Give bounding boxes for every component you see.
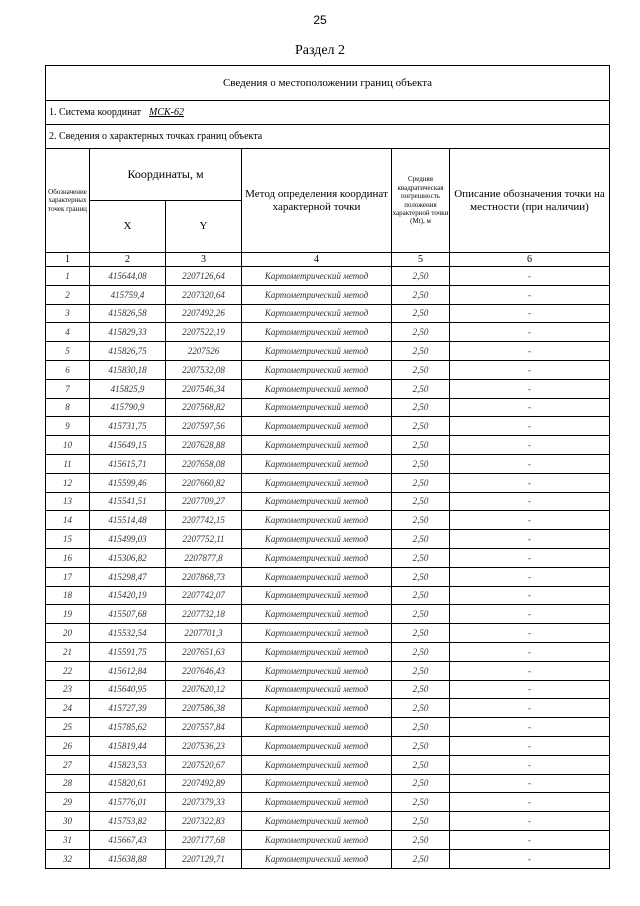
table-row (46, 680, 610, 699)
header-coordinates: Координаты, м (90, 149, 242, 201)
point-number-cell: 22 (46, 661, 90, 680)
accuracy-cell: 2,50 (392, 342, 450, 361)
coord-y-cell: 2207742,07 (166, 586, 242, 605)
accuracy-cell: 2,50 (392, 548, 450, 567)
coord-y-cell: 2207701,3 (166, 624, 242, 643)
description-cell: - (450, 774, 610, 793)
table-row (46, 642, 610, 661)
header-accuracy: Средняя квадратическая погрешность положения характерной точки (Mt), м (392, 149, 450, 253)
accuracy-cell: 2,50 (392, 530, 450, 549)
coord-x-cell: 415507,68 (90, 605, 166, 624)
table-row (46, 793, 610, 812)
method-cell: Картометрический метод (242, 849, 392, 868)
accuracy-cell: 2,50 (392, 454, 450, 473)
coord-x-cell: 415649,15 (90, 436, 166, 455)
method-cell: Картометрический метод (242, 436, 392, 455)
coord-x-cell: 415667,43 (90, 830, 166, 849)
method-cell: Картометрический метод (242, 586, 392, 605)
accuracy-cell: 2,50 (392, 680, 450, 699)
point-number-cell: 6 (46, 360, 90, 379)
coord-x-cell: 415785,62 (90, 718, 166, 737)
coord-y-cell: 2207557,84 (166, 718, 242, 737)
method-cell: Картометрический метод (242, 699, 392, 718)
accuracy-cell: 2,50 (392, 379, 450, 398)
table-row (46, 267, 610, 286)
coord-x-cell: 415830,18 (90, 360, 166, 379)
coord-x-cell: 415638,88 (90, 849, 166, 868)
column-number-row (46, 253, 610, 267)
point-number-cell: 21 (46, 642, 90, 661)
table-row (46, 849, 610, 868)
method-cell: Картометрический метод (242, 473, 392, 492)
point-number-cell: 3 (46, 304, 90, 323)
point-number-cell: 26 (46, 736, 90, 755)
table-row (46, 718, 610, 737)
coord-system-label: 1. Система координат (49, 107, 142, 118)
table-row (46, 360, 610, 379)
table-row (46, 736, 610, 755)
method-cell: Картометрический метод (242, 323, 392, 342)
table-row (46, 548, 610, 567)
column-number: 1 (46, 253, 90, 267)
description-cell: - (450, 360, 610, 379)
description-cell: - (450, 642, 610, 661)
page-number: 25 (313, 13, 327, 27)
coord-y-cell: 2207320,64 (166, 285, 242, 304)
table-title-row (46, 66, 610, 101)
column-number: 3 (166, 253, 242, 267)
coord-y-cell: 2207628,88 (166, 436, 242, 455)
description-cell: - (450, 793, 610, 812)
accuracy-cell: 2,50 (392, 492, 450, 511)
method-cell: Картометрический метод (242, 755, 392, 774)
description-cell: - (450, 436, 610, 455)
table-row (46, 624, 610, 643)
coord-y-cell: 2207546,34 (166, 379, 242, 398)
coord-x-cell: 415514,48 (90, 511, 166, 530)
description-cell: - (450, 567, 610, 586)
header-x: X (90, 201, 166, 253)
method-cell: Картометрический метод (242, 304, 392, 323)
points-section-label: 2. Сведения о характерных точках границ объекта (46, 125, 610, 149)
description-cell: - (450, 830, 610, 849)
accuracy-cell: 2,50 (392, 699, 450, 718)
table-row (46, 530, 610, 549)
column-number: 2 (90, 253, 166, 267)
coord-x-cell: 415644,08 (90, 267, 166, 286)
coord-y-cell: 2207492,26 (166, 304, 242, 323)
point-number-cell: 13 (46, 492, 90, 511)
description-cell: - (450, 718, 610, 737)
point-number-cell: 9 (46, 417, 90, 436)
accuracy-cell: 2,50 (392, 567, 450, 586)
coord-y-cell: 2207126,64 (166, 267, 242, 286)
coord-x-cell: 415823,53 (90, 755, 166, 774)
table-row (46, 323, 610, 342)
coord-x-cell: 415615,71 (90, 454, 166, 473)
accuracy-cell: 2,50 (392, 774, 450, 793)
coord-y-cell: 2207520,67 (166, 755, 242, 774)
point-number-cell: 18 (46, 586, 90, 605)
table-row (46, 473, 610, 492)
accuracy-cell: 2,50 (392, 267, 450, 286)
accuracy-cell: 2,50 (392, 812, 450, 831)
coord-system-value: МСК-62 (149, 107, 185, 118)
table-row (46, 774, 610, 793)
point-number-cell: 23 (46, 680, 90, 699)
accuracy-cell: 2,50 (392, 736, 450, 755)
header-y: Y (166, 201, 242, 253)
point-number-cell: 27 (46, 755, 90, 774)
method-cell: Картометрический метод (242, 793, 392, 812)
method-cell: Картометрический метод (242, 398, 392, 417)
point-number-cell: 2 (46, 285, 90, 304)
description-cell: - (450, 323, 610, 342)
point-number-cell: 28 (46, 774, 90, 793)
accuracy-cell: 2,50 (392, 304, 450, 323)
accuracy-cell: 2,50 (392, 360, 450, 379)
accuracy-cell: 2,50 (392, 624, 450, 643)
coord-y-cell: 2207877,8 (166, 548, 242, 567)
description-cell: - (450, 699, 610, 718)
method-cell: Картометрический метод (242, 642, 392, 661)
point-number-cell: 32 (46, 849, 90, 868)
table-row (46, 417, 610, 436)
method-cell: Картометрический метод (242, 454, 392, 473)
coord-x-cell: 415753,82 (90, 812, 166, 831)
accuracy-cell: 2,50 (392, 473, 450, 492)
point-number-cell: 20 (46, 624, 90, 643)
coord-x-cell: 415640,95 (90, 680, 166, 699)
point-number-cell: 16 (46, 548, 90, 567)
description-cell: - (450, 586, 610, 605)
accuracy-cell: 2,50 (392, 755, 450, 774)
coord-y-cell: 2207651,63 (166, 642, 242, 661)
point-number-cell: 1 (46, 267, 90, 286)
description-cell: - (450, 661, 610, 680)
description-cell: - (450, 530, 610, 549)
header-description: Описание обозначения точки на местности (при наличии) (450, 149, 610, 253)
point-number-cell: 14 (46, 511, 90, 530)
point-number-cell: 5 (46, 342, 90, 361)
coord-x-cell: 415541,51 (90, 492, 166, 511)
method-cell: Картометрический метод (242, 605, 392, 624)
point-number-cell: 25 (46, 718, 90, 737)
table-row (46, 830, 610, 849)
coord-y-cell: 2207177,68 (166, 830, 242, 849)
coord-y-cell: 2207379,33 (166, 793, 242, 812)
coord-y-cell: 2207660,82 (166, 473, 242, 492)
table-title: Сведения о местоположении границ объекта (46, 66, 610, 101)
description-cell: - (450, 379, 610, 398)
coord-x-cell: 415532,54 (90, 624, 166, 643)
method-cell: Картометрический метод (242, 624, 392, 643)
coord-y-cell: 2207586,38 (166, 699, 242, 718)
points-section-row (46, 125, 610, 149)
header-row-1 (46, 149, 610, 201)
coord-x-cell: 415420,19 (90, 586, 166, 605)
table-row (46, 755, 610, 774)
table-row (46, 511, 610, 530)
table-row (46, 436, 610, 455)
point-number-cell: 31 (46, 830, 90, 849)
description-cell: - (450, 548, 610, 567)
table-row (46, 342, 610, 361)
method-cell: Картометрический метод (242, 511, 392, 530)
table-row (46, 398, 610, 417)
coord-y-cell: 2207646,43 (166, 661, 242, 680)
accuracy-cell: 2,50 (392, 849, 450, 868)
method-cell: Картометрический метод (242, 680, 392, 699)
coord-y-cell: 2207536,23 (166, 736, 242, 755)
coord-x-cell: 415306,82 (90, 548, 166, 567)
method-cell: Картометрический метод (242, 285, 392, 304)
coord-x-cell: 415731,75 (90, 417, 166, 436)
coord-y-cell: 2207868,73 (166, 567, 242, 586)
coord-x-cell: 415820,61 (90, 774, 166, 793)
point-number-cell: 7 (46, 379, 90, 398)
column-number: 5 (392, 253, 450, 267)
accuracy-cell: 2,50 (392, 285, 450, 304)
section-title: Раздел 2 (294, 43, 346, 58)
accuracy-cell: 2,50 (392, 398, 450, 417)
description-cell: - (450, 267, 610, 286)
method-cell: Картометрический метод (242, 379, 392, 398)
table-row (46, 567, 610, 586)
description-cell: - (450, 342, 610, 361)
point-number-cell: 12 (46, 473, 90, 492)
coord-x-cell: 415826,58 (90, 304, 166, 323)
accuracy-cell: 2,50 (392, 830, 450, 849)
coord-y-cell: 2207709,27 (166, 492, 242, 511)
method-cell: Картометрический метод (242, 567, 392, 586)
column-number: 6 (450, 253, 610, 267)
header-point-designation: Обозначение характерных точек границ (46, 149, 90, 253)
description-cell: - (450, 605, 610, 624)
boundary-points-table (45, 65, 610, 869)
coord-x-cell: 415819,44 (90, 736, 166, 755)
description-cell: - (450, 285, 610, 304)
coord-y-cell: 2207526 (166, 342, 242, 361)
table-row (46, 661, 610, 680)
point-number-cell: 29 (46, 793, 90, 812)
point-number-cell: 11 (46, 454, 90, 473)
description-cell: - (450, 812, 610, 831)
coord-x-cell: 415776,01 (90, 793, 166, 812)
method-cell: Картометрический метод (242, 342, 392, 361)
table-row (46, 379, 610, 398)
coord-x-cell: 415727,39 (90, 699, 166, 718)
method-cell: Картометрический метод (242, 661, 392, 680)
coord-y-cell: 2207752,11 (166, 530, 242, 549)
coord-x-cell: 415298,47 (90, 567, 166, 586)
coord-x-cell: 415790,9 (90, 398, 166, 417)
coord-x-cell: 415759,4 (90, 285, 166, 304)
coord-y-cell: 2207658,08 (166, 454, 242, 473)
coord-x-cell: 415599,46 (90, 473, 166, 492)
point-number-cell: 19 (46, 605, 90, 624)
method-cell: Картометрический метод (242, 417, 392, 436)
description-cell: - (450, 398, 610, 417)
description-cell: - (450, 511, 610, 530)
method-cell: Картометрический метод (242, 774, 392, 793)
point-number-cell: 17 (46, 567, 90, 586)
method-cell: Картометрический метод (242, 830, 392, 849)
description-cell: - (450, 736, 610, 755)
accuracy-cell: 2,50 (392, 511, 450, 530)
point-number-cell: 10 (46, 436, 90, 455)
point-number-cell: 8 (46, 398, 90, 417)
point-number-cell: 24 (46, 699, 90, 718)
description-cell: - (450, 849, 610, 868)
table-row (46, 454, 610, 473)
table-row (46, 285, 610, 304)
coord-x-cell: 415499,03 (90, 530, 166, 549)
coord-system-cell (46, 101, 610, 125)
table-row (46, 812, 610, 831)
description-cell: - (450, 492, 610, 511)
table-row (46, 699, 610, 718)
table-row (46, 304, 610, 323)
coord-y-cell: 2207322,83 (166, 812, 242, 831)
point-number-cell: 4 (46, 323, 90, 342)
coord-y-cell: 2207732,18 (166, 605, 242, 624)
table-row (46, 605, 610, 624)
accuracy-cell: 2,50 (392, 793, 450, 812)
description-cell: - (450, 680, 610, 699)
method-cell: Картометрический метод (242, 548, 392, 567)
description-cell: - (450, 454, 610, 473)
coord-system-row (46, 101, 610, 125)
method-cell: Картометрический метод (242, 812, 392, 831)
coord-y-cell: 2207568,82 (166, 398, 242, 417)
coord-x-cell: 415825,9 (90, 379, 166, 398)
coord-y-cell: 2207532,08 (166, 360, 242, 379)
accuracy-cell: 2,50 (392, 586, 450, 605)
coord-x-cell: 415829,33 (90, 323, 166, 342)
accuracy-cell: 2,50 (392, 323, 450, 342)
method-cell: Картометрический метод (242, 530, 392, 549)
accuracy-cell: 2,50 (392, 436, 450, 455)
table-row (46, 492, 610, 511)
coord-x-cell: 415612,84 (90, 661, 166, 680)
coord-x-cell: 415826,75 (90, 342, 166, 361)
accuracy-cell: 2,50 (392, 642, 450, 661)
point-number-cell: 15 (46, 530, 90, 549)
coord-y-cell: 2207597,56 (166, 417, 242, 436)
description-cell: - (450, 417, 610, 436)
point-number-cell: 30 (46, 812, 90, 831)
description-cell: - (450, 473, 610, 492)
accuracy-cell: 2,50 (392, 605, 450, 624)
table-row (46, 586, 610, 605)
accuracy-cell: 2,50 (392, 718, 450, 737)
description-cell: - (450, 624, 610, 643)
method-cell: Картометрический метод (242, 718, 392, 737)
method-cell: Картометрический метод (242, 492, 392, 511)
description-cell: - (450, 304, 610, 323)
description-cell: - (450, 755, 610, 774)
header-method: Метод определения координат характерной точки (242, 149, 392, 253)
accuracy-cell: 2,50 (392, 417, 450, 436)
method-cell: Картометрический метод (242, 736, 392, 755)
coord-y-cell: 2207742,15 (166, 511, 242, 530)
coord-y-cell: 2207129,71 (166, 849, 242, 868)
coord-y-cell: 2207522,19 (166, 323, 242, 342)
accuracy-cell: 2,50 (392, 661, 450, 680)
coord-y-cell: 2207620,12 (166, 680, 242, 699)
method-cell: Картометрический метод (242, 267, 392, 286)
method-cell: Картометрический метод (242, 360, 392, 379)
coord-x-cell: 415591,75 (90, 642, 166, 661)
coord-y-cell: 2207492,89 (166, 774, 242, 793)
column-number: 4 (242, 253, 392, 267)
